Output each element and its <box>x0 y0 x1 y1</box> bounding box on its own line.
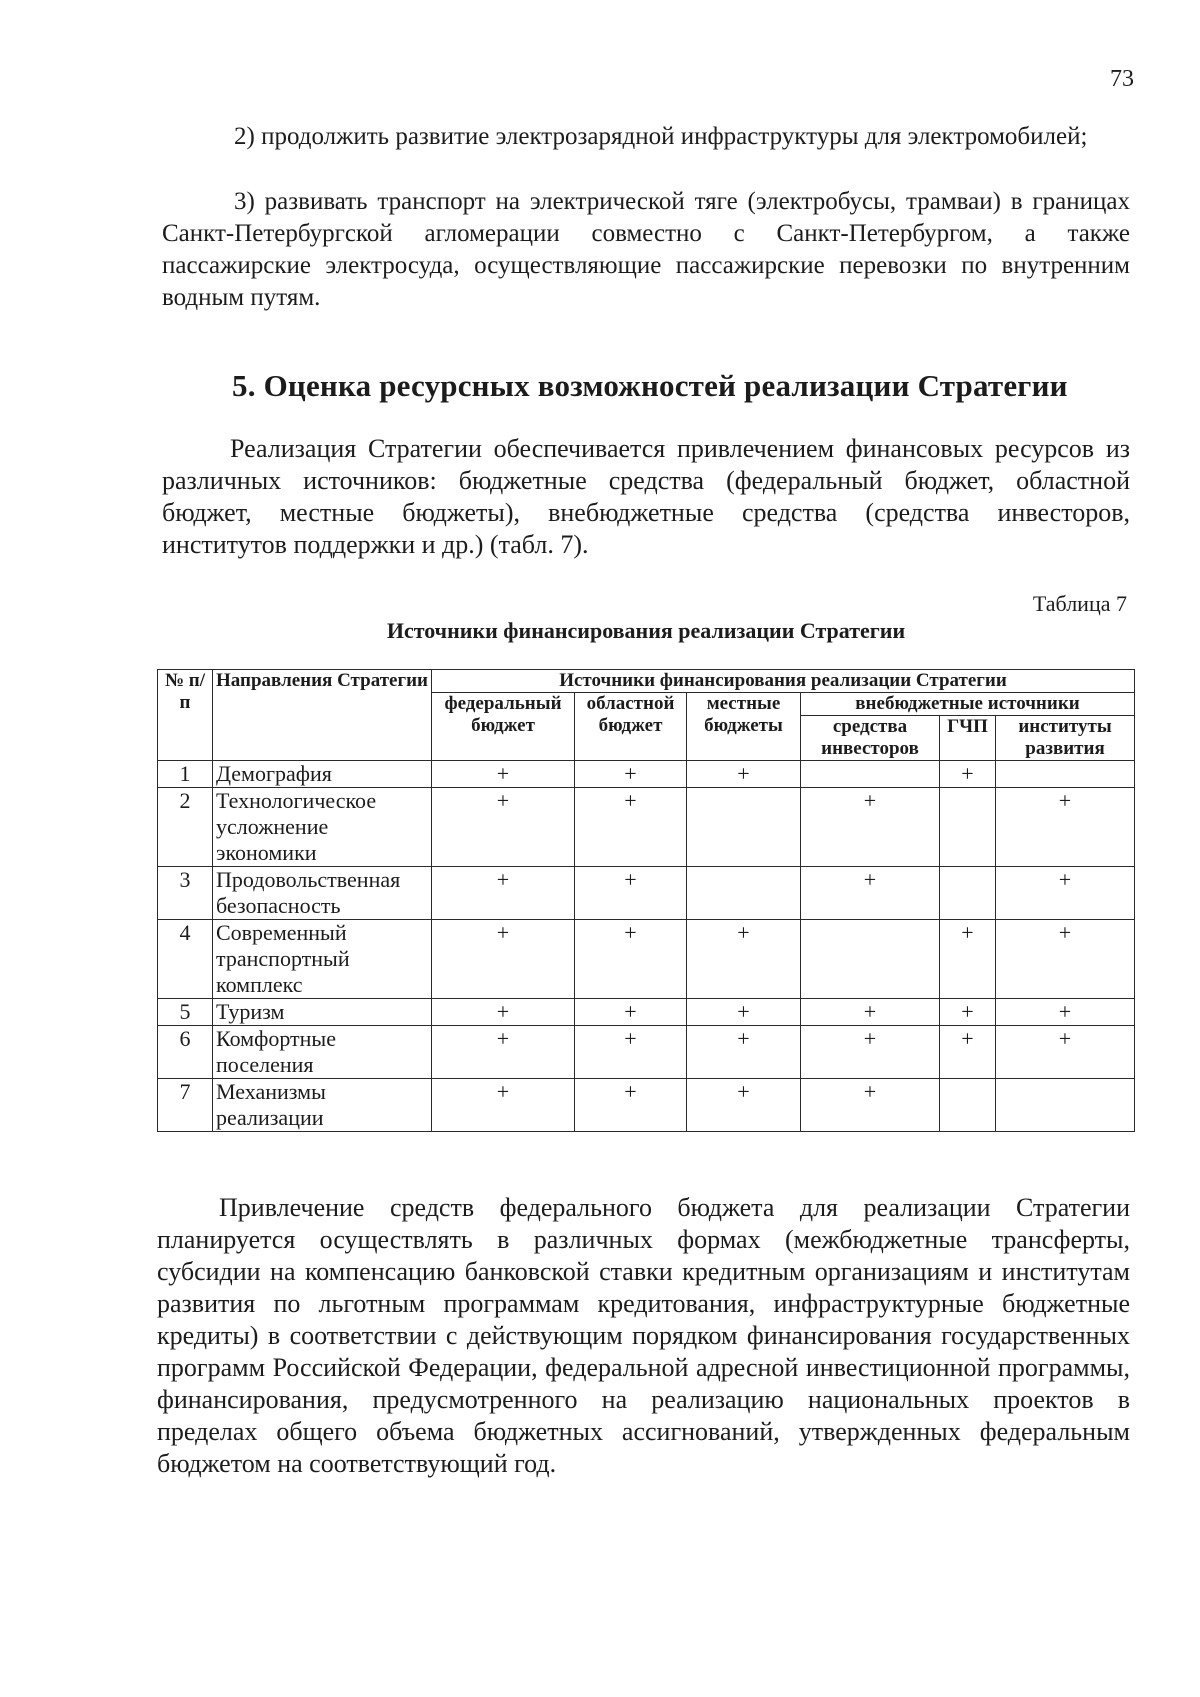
header-institutes: институты развития <box>996 716 1135 761</box>
cell-regional: + <box>575 920 687 999</box>
cell-federal: + <box>432 867 575 920</box>
cell-federal: + <box>432 999 575 1026</box>
financing-sources-table <box>157 669 1135 1132</box>
row-direction: Продовольственная безопасность <box>213 867 432 920</box>
cell-regional: + <box>575 788 687 867</box>
header-direction: Направления Стратегии <box>213 670 432 761</box>
row-direction: Технологическое усложнение экономики <box>213 788 432 867</box>
cell-ppp <box>940 867 996 920</box>
list-item-3: 3) развивать транспорт на электрической тяге (электробусы, трамваи) в границах Санкт-Петербургской агломерации совместно с Санкт-Петербургом, а также пассажирские электросуда, осуществляющие пассажирские перевозки по внутренним водным путям. <box>162 188 1130 311</box>
page-number: 73 <box>1110 66 1134 92</box>
header-federal: федеральный бюджет <box>432 693 575 761</box>
cell-investors <box>801 920 940 999</box>
cell-federal: + <box>432 761 575 788</box>
row-direction: Комфортные поселения <box>213 1026 432 1079</box>
row-num: 1 <box>158 761 213 788</box>
cell-investors: + <box>801 867 940 920</box>
cell-local <box>687 788 801 867</box>
row-num: 2 <box>158 788 213 867</box>
cell-federal: + <box>432 1079 575 1132</box>
row-num: 3 <box>158 867 213 920</box>
table-row <box>158 761 1135 788</box>
table-row <box>158 920 1135 999</box>
cell-ppp <box>940 1079 996 1132</box>
row-direction: Современный транспортный комплекс <box>213 920 432 999</box>
cell-federal: + <box>432 1026 575 1079</box>
header-investors: средства инвесторов <box>801 716 940 761</box>
cell-regional: + <box>575 1026 687 1079</box>
cell-institutes <box>996 761 1135 788</box>
table-title: Источники финансирования реализации Стратегии <box>386 618 906 643</box>
header-local: местные бюджеты <box>687 693 801 761</box>
row-direction: Демография <box>213 761 432 788</box>
header-sources: Источники финансирования реализации Стратегии <box>432 670 1135 693</box>
table-row <box>158 788 1135 867</box>
row-num: 6 <box>158 1026 213 1079</box>
cell-institutes: + <box>996 920 1135 999</box>
cell-local: + <box>687 761 801 788</box>
header-regional: областной бюджет <box>575 693 687 761</box>
cell-institutes: + <box>996 788 1135 867</box>
header-num: № п/п <box>158 670 213 761</box>
cell-regional: + <box>575 867 687 920</box>
cell-investors: + <box>801 1026 940 1079</box>
cell-local <box>687 867 801 920</box>
cell-institutes: + <box>996 1026 1135 1079</box>
table-row <box>158 999 1135 1026</box>
cell-ppp: + <box>940 920 996 999</box>
cell-ppp: + <box>940 761 996 788</box>
row-num: 7 <box>158 1079 213 1132</box>
closing-paragraph: Привлечение средств федерального бюджета для реализации Стратегии планируется осуществлять в различных формах (межбюджетные трансферты, субсидии на компенсацию банковской ставки кредитным организациям и институтам развития по льготным программам кредитования, инфраструктурные бюджетные кредиты) в соответствии с действующим порядком финансирования государственных программ Российской Федерации, федеральной адресной инвестиционной программы, финансирования, предусмотренного на реализацию национальных проектов в пределах общего объема бюджетных ассигнований, утвержденных федеральным бюджетом на соответствующий год. <box>157 1193 1130 1478</box>
table-row <box>158 1079 1135 1132</box>
cell-local: + <box>687 999 801 1026</box>
header-extrabudget: внебюджетные источники <box>801 693 1135 716</box>
cell-institutes <box>996 1079 1135 1132</box>
cell-federal: + <box>432 788 575 867</box>
cell-federal: + <box>432 920 575 999</box>
cell-investors: + <box>801 1079 940 1132</box>
row-direction: Туризм <box>213 999 432 1026</box>
cell-investors: + <box>801 788 940 867</box>
intro-paragraph: Реализация Стратегии обеспечивается привлечением финансовых ресурсов из различных источников: бюджетные средства (федеральный бюджет, областной бюджет, местные бюджеты), внебюджетные средства (средства инвесторов, институтов поддержки и др.) (табл. 7). <box>162 434 1130 559</box>
header-ppp: ГЧП <box>940 716 996 761</box>
cell-regional: + <box>575 999 687 1026</box>
cell-ppp: + <box>940 999 996 1026</box>
row-num: 4 <box>158 920 213 999</box>
section-heading: 5. Оценка ресурсных возможностей реализации Стратегии <box>232 368 1068 403</box>
cell-investors: + <box>801 999 940 1026</box>
row-direction: Механизмы реализации <box>213 1079 432 1132</box>
cell-local: + <box>687 1026 801 1079</box>
cell-regional: + <box>575 1079 687 1132</box>
cell-local: + <box>687 920 801 999</box>
list-item-2: 2) продолжить развитие электрозарядной инфраструктуры для электромобилей; <box>234 123 1088 150</box>
table-label: Таблица 7 <box>1032 591 1127 616</box>
cell-institutes: + <box>996 999 1135 1026</box>
cell-investors <box>801 761 940 788</box>
row-num: 5 <box>158 999 213 1026</box>
table-row <box>158 867 1135 920</box>
cell-local: + <box>687 1079 801 1132</box>
table-row <box>158 1026 1135 1079</box>
cell-regional: + <box>575 761 687 788</box>
cell-institutes: + <box>996 867 1135 920</box>
cell-ppp <box>940 788 996 867</box>
cell-ppp: + <box>940 1026 996 1079</box>
